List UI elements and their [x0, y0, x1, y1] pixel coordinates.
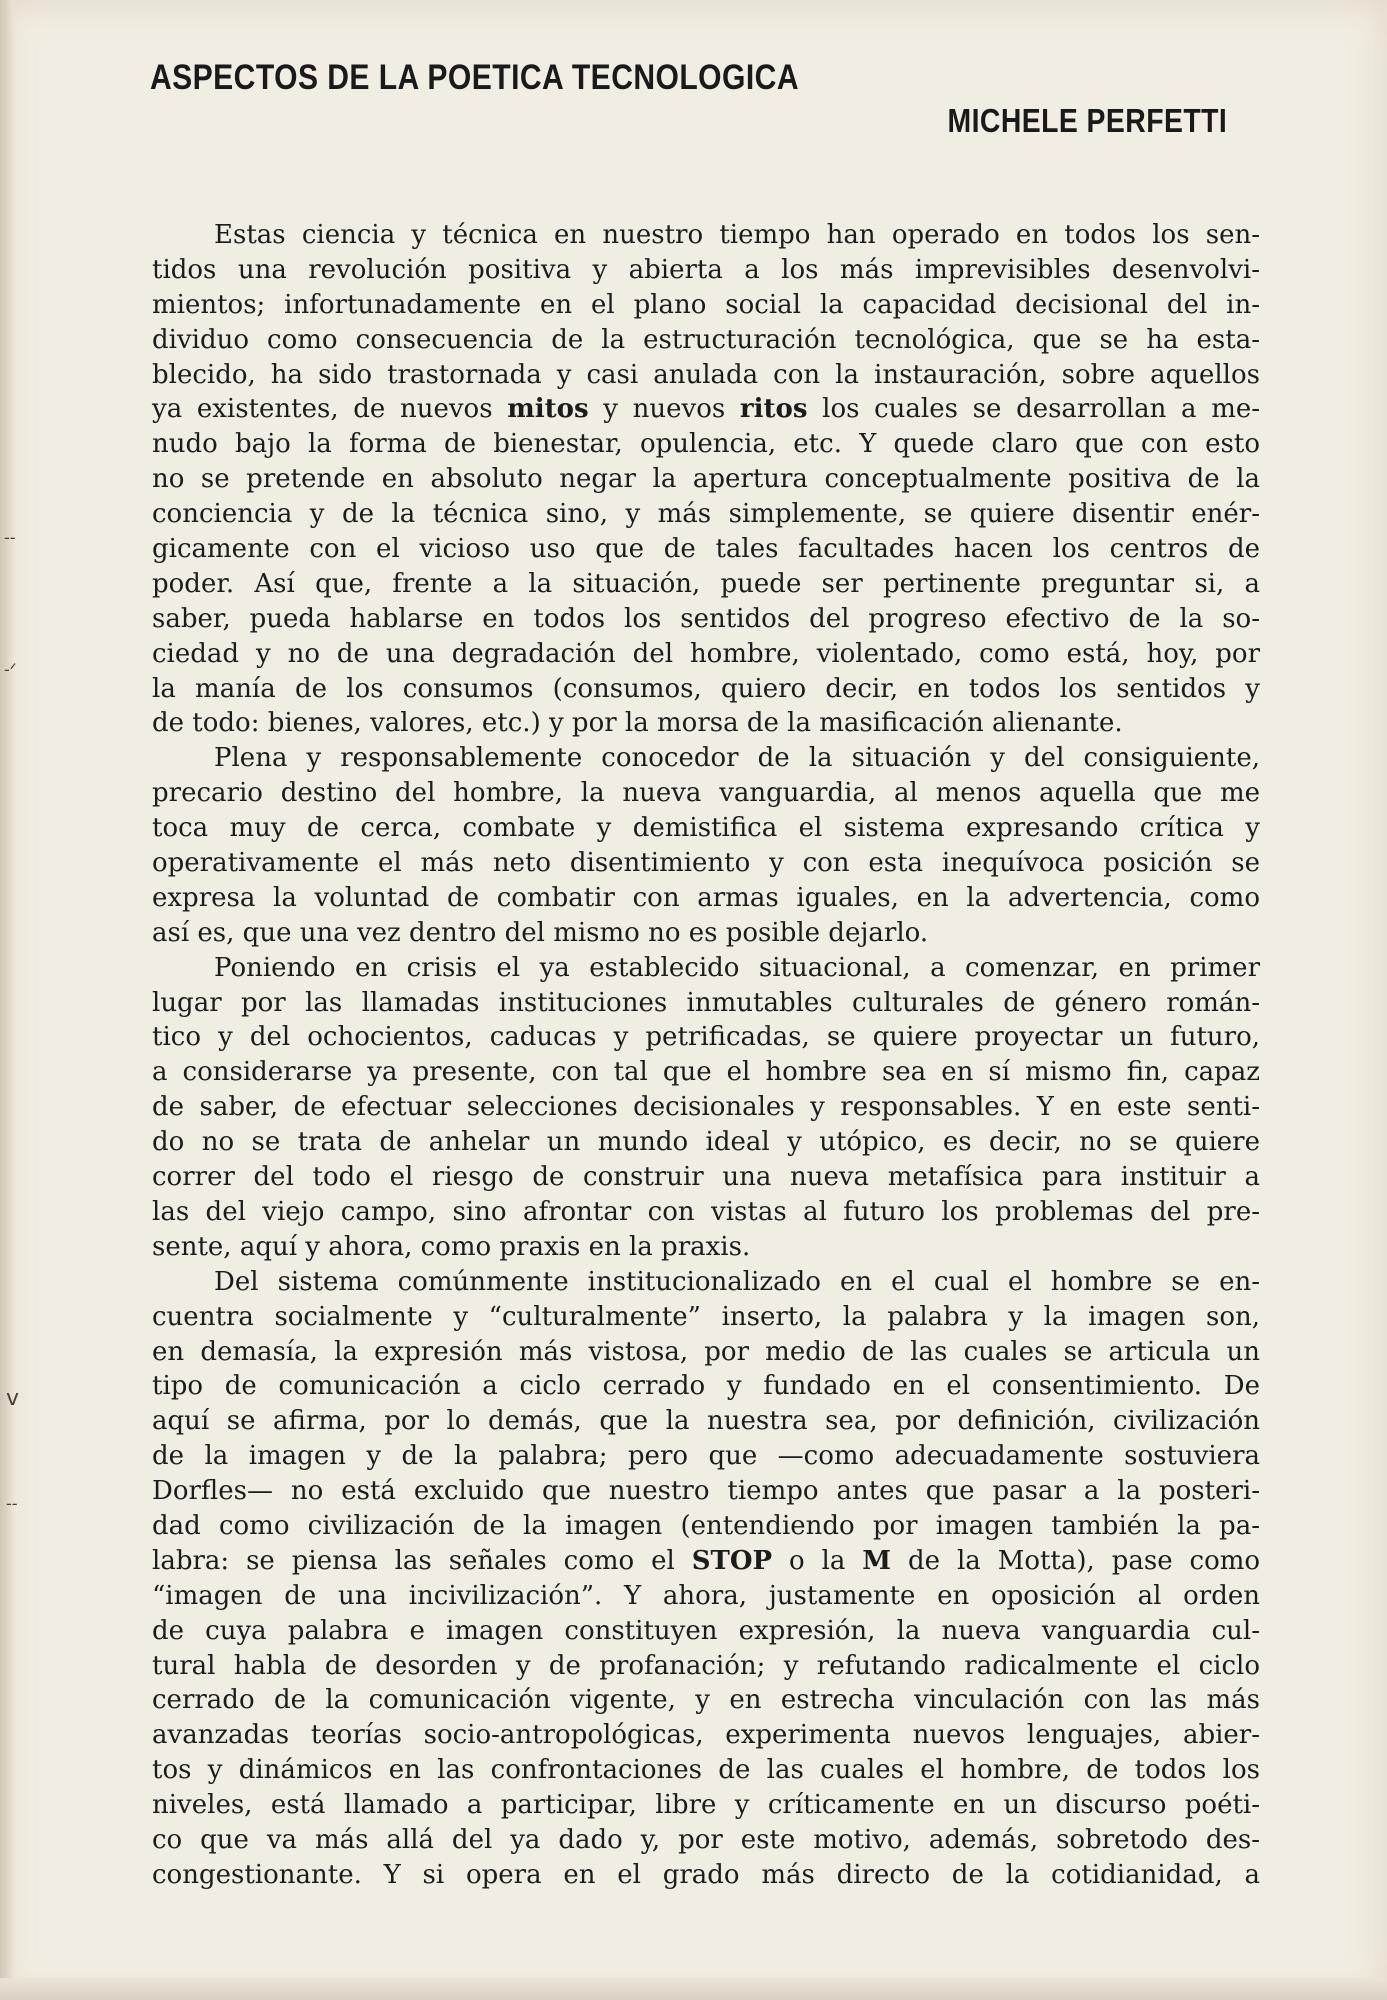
text-line: Del sistema comúnmente institucionalizado en el cual el hombre se en-: [214, 1266, 1260, 1297]
text-line: saber, pueda hablarse en todos los sentidos del progreso efectivo de la so-: [152, 603, 1260, 634]
text-line: correr del todo el riesgo de construir una nueva metafísica para instituir a: [152, 1162, 1260, 1193]
text-line: avanzadas teorías socio-antropológicas, experimenta nuevos lenguajes, abier-: [152, 1720, 1260, 1751]
margin-mark: 𝗏: [6, 1386, 20, 1411]
text-line: tipo de comunicación a ciclo cerrado y fundado en el consentimiento. De: [152, 1371, 1260, 1402]
text-line: co que va más allá del ya dado y, por este motivo, además, sobretodo des-: [152, 1824, 1260, 1855]
text-line: de cuya palabra e imagen constituyen expresión, la nueva vanguardia cul-: [152, 1615, 1260, 1646]
text-line: ciedad y no de una degradación del hombre, violentado, como está, hoy, por: [152, 638, 1260, 669]
text-line: no se pretende en absoluto negar la apertura conceptualmente positiva de la: [152, 464, 1260, 495]
text-line: niveles, está llamado a participar, libre y críticamente en un discurso poéti-: [152, 1790, 1260, 1821]
text-line: de la imagen y de la palabra; pero que —como adecuadamente sostuviera: [152, 1441, 1260, 1472]
article-title: ASPECTOS DE LA POETICA TECNOLOGICA: [150, 58, 800, 97]
margin-mark: ‐ᐟ: [4, 660, 17, 679]
text-line: aquí se afirma, por lo demás, que la nuestra sea, por definición, civilización: [152, 1406, 1260, 1437]
text-line: conciencia y de la técnica sino, y más simplemente, se quiere disentir enér-: [152, 499, 1260, 530]
text-line: Dorfles— no está excluido que nuestro tiempo antes que pasar a la posteri-: [152, 1476, 1260, 1507]
text-line: cerrado de la comunicación vigente, y en estrecha vinculación con las más: [152, 1685, 1260, 1716]
text-line: toca muy de cerca, combate y demistifica el sistema expresando crítica y: [152, 813, 1260, 844]
text-line: Estas ciencia y técnica en nuestro tiempo han operado en todos los sen-: [214, 220, 1260, 250]
text-line: sente, aquí y ahora, como praxis en la praxis.: [152, 1231, 751, 1262]
margin-mark: -‐: [6, 1494, 18, 1513]
text-line: labra: se piensa las señales como el STOP o la M de la Motta), pase como: [152, 1545, 1261, 1576]
text-line: blecido, ha sido trastornada y casi anulada con la instauración, sobre aquellos: [152, 359, 1260, 390]
text-line: gicamente con el vicioso uso que de tales facultades hacen los centros de: [152, 534, 1260, 565]
text-line: la manía de los consumos (consumos, quiero decir, en todos los sentidos y: [152, 673, 1260, 704]
text-line: nudo bajo la forma de bienestar, opulencia, etc. Y quede claro que con esto: [152, 429, 1260, 460]
text-line: Poniendo en crisis el ya establecido situacional, a comenzar, en primer: [214, 952, 1260, 983]
text-line: tural habla de desorden y de profanación; y refutando radicalmente el ciclo: [152, 1650, 1260, 1681]
text-line: dad como civilización de la imagen (entendiendo por imagen también la pa-: [152, 1510, 1260, 1541]
text-line: mientos; infortunadamente en el plano social la capacidad decisional del in-: [152, 289, 1260, 320]
page-left-edge: [0, 0, 14, 2000]
text-line: “imagen de una incivilización”. Y ahora, justamente en oposición al orden: [152, 1580, 1260, 1611]
text-line: de todo: bienes, valores, etc.) y por la morsa de la masificación alienante.: [152, 708, 1123, 739]
text-line: ya existentes, de nuevos mitos y nuevos ritos los cuales se desarrollan a me-: [152, 394, 1261, 425]
text-line: tidos una revolución positiva y abierta a los más imprevisibles desenvolvi-: [152, 254, 1260, 285]
text-line: así es, que una vez dentro del mismo no es posible dejarlo.: [152, 917, 929, 948]
text-line: las del viejo campo, sino afrontar con vistas al futuro los problemas del pre-: [152, 1196, 1260, 1227]
text-line: dividuo como consecuencia de la estructuración tecnológica, que se ha esta-: [152, 324, 1260, 355]
text-line: congestionante. Y si opera en el grado más directo de la cotidianidad, a: [152, 1859, 1260, 1890]
text-line: lugar por las llamadas instituciones inmutables culturales de género román-: [152, 987, 1260, 1018]
text-line: de saber, de efectuar selecciones decisionales y responsables. Y en este senti-: [152, 1092, 1260, 1123]
margin-mark: -‐: [4, 528, 16, 547]
text-line: cuentra socialmente y “culturalmente” inserto, la palabra y la imagen son,: [152, 1301, 1260, 1332]
text-line: do no se trata de anhelar un mundo ideal y utópico, es decir, no se quiere: [152, 1127, 1260, 1158]
text-line: operativamente el más neto disentimiento y con esta inequívoca posición se: [152, 848, 1260, 879]
article-author: MICHELE PERFETTI: [947, 102, 1227, 139]
article-body: [152, 218, 1260, 1893]
text-line: precario destino del hombre, la nueva vanguardia, al menos aquella que me: [152, 778, 1260, 809]
page-bottom-edge: [0, 1978, 1387, 2000]
text-line: tico y del ochocientos, caducas y petrificadas, se quiere proyectar un futuro,: [152, 1022, 1260, 1053]
text-line: a considerarse ya presente, con tal que el hombre sea en sí mismo fin, capaz: [152, 1057, 1260, 1088]
text-line: Plena y responsablemente conocedor de la situación y del consiguiente,: [214, 743, 1260, 774]
text-line: tos y dinámicos en las confrontaciones de las cuales el hombre, de todos los: [152, 1755, 1260, 1786]
text-line: en demasía, la expresión más vistosa, por medio de las cuales se articula un: [152, 1336, 1260, 1367]
text-line: poder. Así que, frente a la situación, puede ser pertinente preguntar si, a: [152, 568, 1260, 599]
text-line: expresa la voluntad de combatir con armas iguales, en la advertencia, como: [152, 882, 1260, 913]
